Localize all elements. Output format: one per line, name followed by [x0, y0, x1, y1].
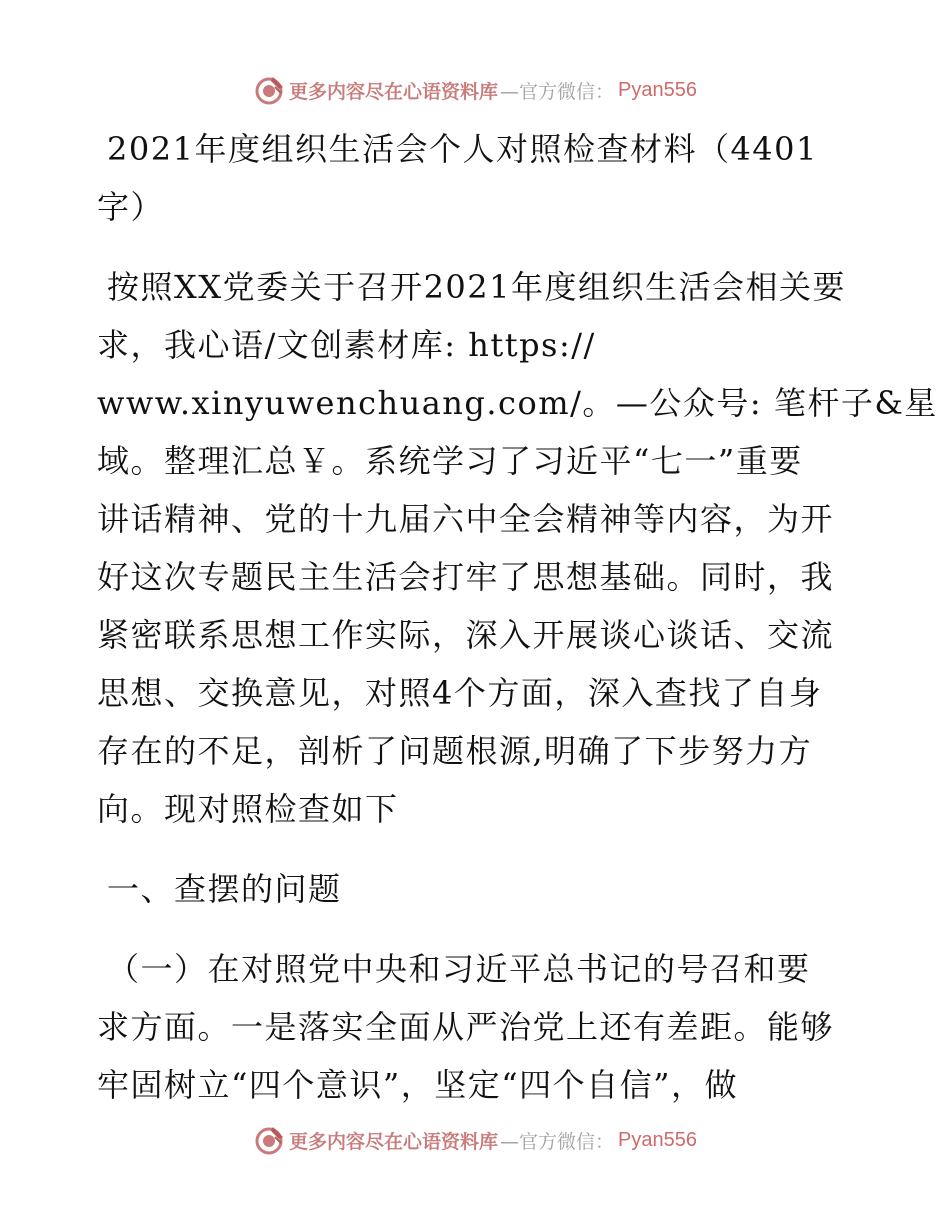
intro-line-1: 按照XX党委关于召开2021年度组织生活会相关要 — [107, 268, 847, 306]
banner-wechat-id: Pyan556 — [618, 1128, 697, 1151]
intro-line-4: 域。整理汇总￥。系统学习了习近平“七一”重要 — [97, 442, 803, 480]
banner-text: 更多内容尽在心语资料库 — [289, 1130, 499, 1153]
footer-watermark — [0, 1120, 950, 1160]
intro-line-8: 思想、交换意见，对照4个方面，深入查找了自身 — [97, 674, 823, 712]
banner-sub-text: —官方微信： — [500, 80, 615, 103]
brand-logo-icon — [253, 73, 287, 107]
banner-sub-text: —官方微信： — [500, 1130, 615, 1153]
intro-line-9: 存在的不足，剖析了问题根源,明确了下步努力方 — [97, 732, 813, 770]
document-title-line-2: 字） — [97, 188, 165, 226]
banner-wechat-id: Pyan556 — [618, 78, 697, 101]
subsection-line-3: 牢固树立“四个意识”，坚定“四个自信”，做 — [97, 1066, 738, 1104]
subsection-line-2: 求方面。一是落实全面从严治党上还有差距。能够 — [97, 1008, 835, 1046]
intro-line-6: 好这次专题民主生活会打牢了思想基础。同时，我 — [97, 558, 835, 596]
banner-text: 更多内容尽在心语资料库 — [289, 80, 499, 103]
intro-line-5: 讲话精神、党的十九届六中全会精神等内容，为开 — [97, 500, 835, 538]
intro-line-7: 紧密联系思想工作实际，深入开展谈心谈话、交流 — [97, 616, 835, 654]
intro-line-2: 求，我心语/文创素材库: https:// — [97, 326, 596, 364]
document-body — [97, 120, 938, 1114]
intro-line-3: www.xinyuwenchuang.com/。—公众号: 笔杆子&星 — [97, 384, 938, 422]
header-watermark — [0, 70, 950, 110]
section-heading: 一、查摆的问题 — [107, 870, 342, 908]
intro-line-10: 向。现对照检查如下 — [97, 790, 399, 828]
subsection-line-1: （一）在对照党中央和习近平总书记的号召和要 — [107, 950, 811, 988]
document-title-line-1: 2021年度组织生活会个人对照检查材料（4401 — [107, 130, 818, 168]
brand-logo-icon — [253, 1123, 287, 1157]
